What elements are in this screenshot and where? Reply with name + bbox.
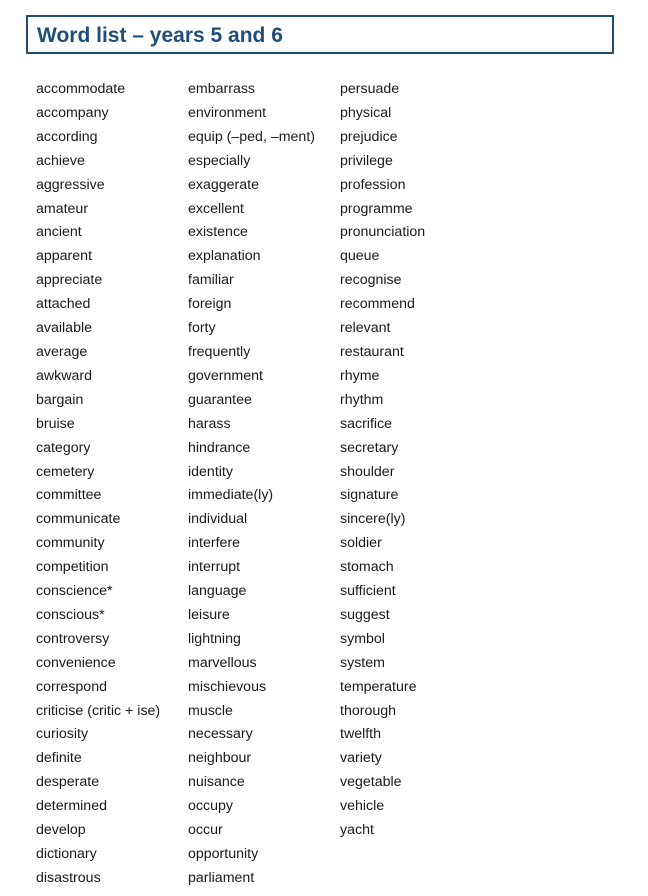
word-item: opportunity <box>188 846 259 862</box>
word-item: marvellous <box>188 654 257 671</box>
word-item: occupy <box>188 798 233 815</box>
word-item: muscle <box>188 702 233 719</box>
word-item: neighbour <box>188 750 252 767</box>
word-item: profession <box>340 176 406 193</box>
word-item: desperate <box>36 774 100 791</box>
word-item: accommodate <box>36 81 126 97</box>
word-item: occur <box>188 822 223 839</box>
word-item: prejudice <box>340 128 398 145</box>
word-column-2 <box>188 78 315 891</box>
word-item: competition <box>36 559 109 576</box>
word-item: suggest <box>340 606 390 623</box>
word-item: privilege <box>340 152 393 169</box>
word-item: convenience <box>36 654 116 671</box>
page-title: Word list – years 5 and 6 <box>37 24 283 47</box>
word-item: physical <box>340 104 392 121</box>
word-item: category <box>36 439 91 456</box>
word-item: forty <box>188 320 216 337</box>
word-item: according <box>36 128 98 145</box>
word-item: soldier <box>340 535 382 552</box>
word-item: parliament <box>188 869 255 886</box>
word-item: sincere(ly) <box>340 511 406 528</box>
word-item: criticise (critic + ise) <box>36 702 161 719</box>
word-item: language <box>188 583 247 600</box>
word-item: excellent <box>188 200 244 217</box>
word-item: exaggerate <box>188 176 259 193</box>
word-column-3 <box>340 78 425 843</box>
word-item: controversy <box>36 630 110 647</box>
word-item: stomach <box>340 559 394 576</box>
word-item: especially <box>188 152 251 169</box>
word-item: aggressive <box>36 176 105 193</box>
word-item: bruise <box>36 415 75 432</box>
word-item: conscience* <box>36 583 113 600</box>
word-item: symbol <box>340 630 385 647</box>
word-item: curiosity <box>36 726 89 743</box>
word-item: sufficient <box>340 583 396 600</box>
word-item: harass <box>188 415 231 432</box>
word-item: embarrass <box>188 81 256 97</box>
word-item: interfere <box>188 535 241 552</box>
word-item: definite <box>36 750 82 767</box>
word-item: equip (–ped, –ment) <box>188 128 315 145</box>
word-item: necessary <box>188 726 253 743</box>
word-item: secretary <box>340 439 399 456</box>
word-item: restaurant <box>340 343 404 360</box>
word-item: accompany <box>36 104 109 121</box>
word-item: appreciate <box>36 272 103 289</box>
word-item: conscious* <box>36 606 105 623</box>
word-item: thorough <box>340 702 397 719</box>
word-item: correspond <box>36 678 107 695</box>
word-item: average <box>36 343 88 360</box>
word-item: temperature <box>340 678 417 695</box>
word-item: community <box>36 535 105 552</box>
word-item: pronunciation <box>340 224 426 241</box>
word-item: identity <box>188 463 233 480</box>
word-item: determined <box>36 798 107 815</box>
word-item: environment <box>188 104 267 121</box>
word-item: committee <box>36 487 102 504</box>
word-item: interrupt <box>188 559 241 576</box>
word-item: rhythm <box>340 391 384 408</box>
word-item: explanation <box>188 248 261 265</box>
word-item: communicate <box>36 511 121 528</box>
word-item: immediate(ly) <box>188 487 274 504</box>
word-item: recommend <box>340 296 415 313</box>
word-item: twelfth <box>340 726 382 743</box>
word-item: shoulder <box>340 463 395 480</box>
word-column-1 <box>36 78 160 891</box>
word-item: mischievous <box>188 678 267 695</box>
word-item: ancient <box>36 224 82 241</box>
word-item: lightning <box>188 630 241 647</box>
word-item: existence <box>188 224 248 241</box>
word-item: develop <box>36 822 86 839</box>
word-item: hindrance <box>188 439 251 456</box>
word-item: cemetery <box>36 463 95 480</box>
word-item: queue <box>340 248 380 265</box>
word-item: variety <box>340 750 382 767</box>
word-item: familiar <box>188 272 234 289</box>
word-item: frequently <box>188 343 251 360</box>
word-item: amateur <box>36 200 89 217</box>
word-item: achieve <box>36 152 85 169</box>
word-item: rhyme <box>340 367 380 384</box>
word-item: individual <box>188 511 248 528</box>
word-item: persuade <box>340 81 400 97</box>
word-item: awkward <box>36 367 92 384</box>
word-item: signature <box>340 487 399 504</box>
word-item: bargain <box>36 391 84 408</box>
word-item: available <box>36 320 93 337</box>
word-item: system <box>340 654 385 671</box>
word-item: vegetable <box>340 774 402 791</box>
word-item: leisure <box>188 606 230 623</box>
word-item: nuisance <box>188 774 245 791</box>
word-item: yacht <box>340 822 374 839</box>
word-item: recognise <box>340 272 402 289</box>
word-item: sacrifice <box>340 415 393 432</box>
title-box <box>26 15 614 54</box>
word-item: apparent <box>36 248 93 265</box>
word-item: programme <box>340 200 413 217</box>
word-item: foreign <box>188 296 232 313</box>
word-item: attached <box>36 296 91 313</box>
word-item: government <box>188 367 263 384</box>
word-item: vehicle <box>340 798 385 815</box>
word-item: dictionary <box>36 846 97 862</box>
word-item: disastrous <box>36 869 101 886</box>
word-item: guarantee <box>188 391 252 408</box>
word-item: relevant <box>340 320 391 337</box>
